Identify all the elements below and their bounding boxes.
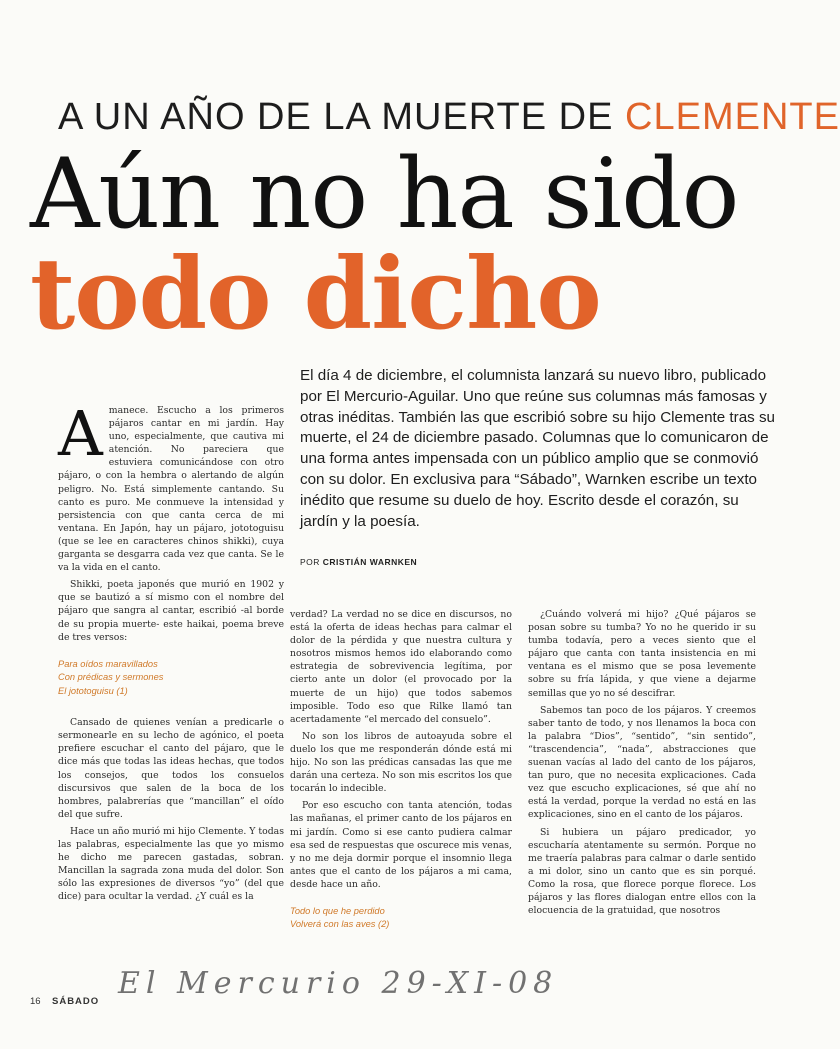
- verse-line: Con prédicas y sermones: [58, 672, 164, 683]
- column-2: [290, 608, 512, 950]
- col2-paragraph-2: No son los libros de autoayuda sobre el duelo los que me responderán dónde está mi hijo. No son las prédicas cansadas las que me darán una certeza. No son mis escritos los que tocarán lo indecible.: [290, 730, 512, 795]
- verse-line: Volverá con las aves (2): [290, 919, 390, 930]
- handwritten-annotation: El Mercurio 29-XI-08: [118, 966, 559, 1001]
- byline-author: CRISTIÁN WARNKEN: [322, 557, 418, 567]
- col2-paragraph-3: Por eso escucho con tanta atención, todas las mañanas, el primer canto de los pájaros en mi jardín. Como si ese canto pudiera calmar esa sed de respuestas que oscurece mis venas, y no me deja dormir porque el insomnio llega antes que el canto de los pájaros a mi cama, desde hace un año.: [290, 800, 512, 890]
- verse-line: Para oídos maravillados: [58, 658, 158, 669]
- quote-verse: [290, 905, 512, 932]
- headline-line-1: Aún no ha sido: [30, 138, 739, 250]
- publication-name: SÁBADO: [52, 996, 100, 1007]
- kicker: [58, 96, 840, 139]
- col1-paragraph-4: Hace un año murió mi hijo Clemente. Y todas las palabras, especialmente las que yo mismo he dicho me parecen gastadas, sobran. Mancillan la sagrada zona muda del dolor. Son sólo las expresiones de diversos “yo” (del que dice) para ocultar la verdad. ¿Y cuál es la: [58, 825, 284, 903]
- haiku-verse: [58, 658, 284, 699]
- col1-paragraph-2: Shikki, poeta japonés que murió en 1902 y que se bautizó a sí mismo con el nombre del pájaro que sangra al cantar, escribió -al borde de su propia muerte- este haikai, poema breve de tres versos:: [58, 579, 284, 643]
- headline-line-2: todo dicho: [30, 237, 601, 352]
- kicker-prefix: A UN AÑO DE LA MUERTE DE: [58, 96, 626, 138]
- byline: [300, 557, 417, 567]
- page-number: 16: [30, 996, 41, 1007]
- kicker-accent: CLEMENTE: [625, 96, 840, 138]
- col3-paragraph-1: ¿Cuándo volverá mi hijo? ¿Qué pájaros se posan sobre su tumba? Yo no he querido ir su tumba todavía, pero a veces siento que el pájaro que canta con tanta insistencia en mi ventana es el mismo que se posa levemente sobre su fría lápida, y que viene a dejarme semillas que yo no sé descifrar.: [528, 609, 756, 699]
- col1-paragraph-1: manece. Escucho a los primeros pájaros cantar en mi jardín. Hay uno, especialmente, que cautiva mi atención. No pareciera que estuviera comunicándose con otro pájaro, o con la hembra o alertando de algún peligro. No. Está simplemente cantando. Su canto es puro. Me conmueve la intensidad y persistencia con que canta cerca de mi ventana. En Japón, hay un pájaro, jototoguisu (que se lee en caracteres chinos shikki), cuya garganta se desgarra cada vez que canta. Se le va la vida en el canto.: [58, 405, 284, 574]
- col2-paragraph-1: verdad? La verdad no se dice en discursos, no está la oferta de ideas hechas para calmar el dolor de la pérdida y que nuestra cultura y nosotros mismos hemos ido elaborando como estrategia de sobrevivencia legítima, por cierto ante un dolor (el provocado por la muerte de un hijo) que todos sabemos imposible. Todo eso que Rilke llamó tan acertadamente “el mercado del consuelo”.: [290, 609, 512, 725]
- verse-line: El jototoguisu (1): [58, 685, 128, 696]
- verse-line: Todo lo que he perdido: [290, 905, 385, 916]
- column-1: [58, 397, 284, 908]
- byline-prefix: POR: [300, 557, 323, 567]
- col3-paragraph-3: Si hubiera un pájaro predicador, yo escucharía atentamente su sermón. Porque no me traería palabras para calmar o darle sentido a mi dolor, sino un canto que es sin porqué. Como la rosa, que florece porque florece. Los pájaros y las flores dialogan entre ellos con la elocuencia de la gratuidad, que nosotros: [528, 826, 756, 917]
- col3-paragraph-2: Sabemos tan poco de los pájaros. Y creemos saber tanto de todo, y nos llenamos la boca con la palabra “Dios”, “sentido”, “sin sentido”, “trascendencia”, “nada”, abstracciones que suenan vacías al lado del canto de los pájaros, tan puro, que no necesita explicaciones. Cada vez que escucho explicaciones, sé que ahí no está la verdad, porque la verdad no está en las explicaciones, sino en el canto de los pájaros.: [528, 704, 756, 821]
- lead-paragraph: El día 4 de diciembre, el columnista lanzará su nuevo libro, publicado por El Mercurio-Aguilar. Uno que reúne sus columnas más famosas y otras inéditas. También las que escribió sobre su hijo Clemente tras su muerte, el 24 de diciembre pasado. Columnas que lo comunicaron de una forma antes impensada con un público amplio que se conmovió con su dolor. En exclusiva para “Sábado”, Warnken escribe un texto inédito que resume su duelo de hoy. Escrito desde el corazón, su jardín y la poesía.: [300, 367, 775, 530]
- column-3: [528, 608, 756, 921]
- col1-paragraph-3: Cansado de quienes venían a predicarle o sermonearle en su lecho de agónico, el poeta prefiere escuchar el canto del pájaro, que le dice más que todas las ideas hechas, que todos los consejos, que todos los consuelos discursivos que salen de la boca de los hombres, palabrerías que “mancillan” el oído del que sufre.: [58, 717, 284, 820]
- drop-cap: A: [58, 397, 103, 470]
